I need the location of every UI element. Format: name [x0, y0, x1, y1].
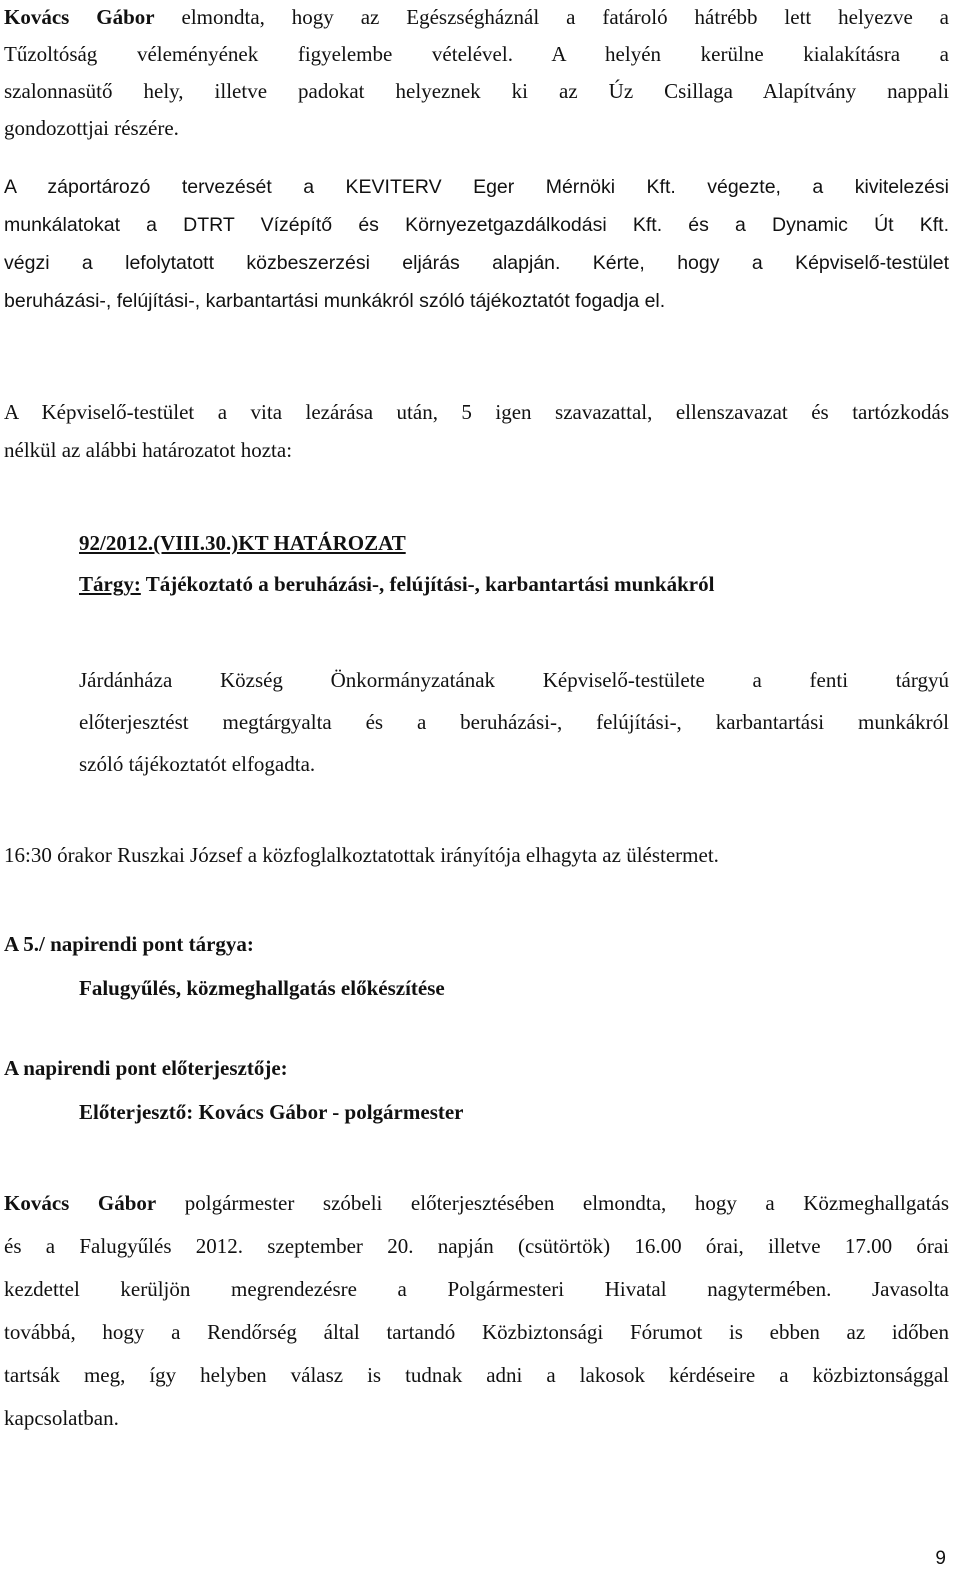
- text-line: tartsák meg, így helyben válasz is tudnak adni a lakosok kérdéseire a közbiztonsággal: [4, 1363, 949, 1387]
- agenda-heading: A 5./ napirendi pont tárgya:: [4, 932, 254, 956]
- text-line: munkálatokat a DTRT Vízépítő és Környezetgazdálkodási Kft. és a Dynamic Út Kft.: [4, 214, 949, 236]
- text-line: szalonnasütő hely, illetve padokat helyeznek ki az Úz Csillaga Alapítvány nappali: [4, 79, 949, 103]
- text-line: Kovács Gábor elmondta, hogy az Egészségháznál a fatároló hátrébb lett helyezve a: [4, 5, 949, 29]
- text-line: előterjesztést megtárgyalta és a beruházási-, felújítási-, karbantartási munkákról: [79, 710, 949, 734]
- text-line: kapcsolatban.: [4, 1406, 119, 1430]
- text-line: nélkül az alábbi határozatot hozta:: [4, 438, 293, 462]
- text-line: kezdettel kerüljön megrendezésre a Polgármesteri Hivatal nagytermében. Javasolta: [4, 1277, 949, 1301]
- text-line: szóló tájékoztatót elfogadta.: [79, 752, 316, 776]
- text-line: 16:30 órakor Ruszkai József a közfoglalkoztatottak irányítója elhagyta az üléstermet.: [4, 843, 719, 867]
- text-line: Tűzoltóság véleményének figyelembe vételével. A helyén kerülne kialakításra a: [4, 42, 949, 66]
- speaker-name: Kovács Gábor: [4, 5, 155, 29]
- resolution: [79, 525, 949, 603]
- text-line: és a Falugyűlés 2012. szeptember 20. napján (csütörtök) 16.00 órai, illetve 17.00 órai: [4, 1234, 949, 1258]
- resolution-body: [79, 659, 949, 785]
- text-line: A záportározó tervezését a KEVITERV Eger Mérnöki Kft. végezte, a kivitelezési: [4, 176, 949, 198]
- paragraph-vote: [4, 393, 949, 469]
- resolution-subject: [79, 566, 949, 603]
- text-line: gondozottjai részére.: [4, 116, 179, 140]
- text-line: Járdánháza Község Önkormányzatának Képviselő-testülete a fenti tárgyú: [79, 668, 949, 692]
- paragraph-health-house: [4, 0, 949, 147]
- text-line: Kovács Gábor polgármester szóbeli előterjesztésében elmondta, hogy a Közmeghallgatás: [4, 1191, 949, 1215]
- speaker-name: Kovács Gábor: [4, 1191, 157, 1215]
- subject-text: Tájékoztató a beruházási-, felújítási-, karbantartási munkákról: [145, 572, 715, 596]
- presenter: Előterjesztő: Kovács Gábor - polgármester: [79, 1100, 464, 1124]
- text-line: A Képviselő-testület a vita lezárása után, 5 igen szavazattal, ellenszavazat és tartózkodás: [4, 400, 949, 424]
- text-line: továbbá, hogy a Rendőrség által tartandó Közbiztonsági Fórumot is ebben az időben: [4, 1320, 949, 1344]
- agenda-topic: Falugyűlés, közmeghallgatás előkészítése: [79, 976, 445, 1000]
- departure-note: [4, 837, 949, 874]
- subject-label: Tárgy:: [79, 572, 141, 596]
- paragraph-public-hearing: [4, 1181, 949, 1440]
- paragraph-reservoir: [4, 168, 949, 320]
- text-line: beruházási-, felújítási-, karbantartási munkákról szóló tájékoztatót fogadja el.: [4, 290, 666, 312]
- text-line: végzi a lefolytatott közbeszerzési eljárás alapján. Kérte, hogy a Képviselő-testület: [4, 252, 949, 274]
- resolution-number: 92/2012.(VIII.30.)KT HATÁROZAT: [79, 531, 406, 555]
- page-number: 9: [935, 1548, 946, 1569]
- presenter-heading: A napirendi pont előterjesztője:: [4, 1056, 288, 1080]
